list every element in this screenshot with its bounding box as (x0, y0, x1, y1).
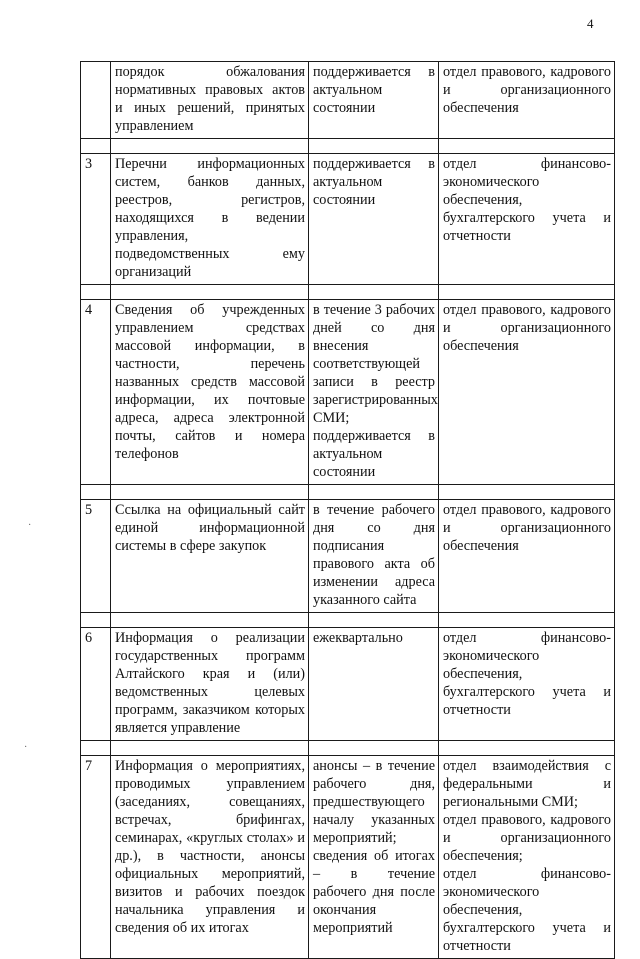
row-gap (81, 139, 615, 154)
row-gap (81, 285, 615, 300)
department-entry: отдел взаимодействия с федеральными и региональными СМИ; (443, 758, 611, 810)
info-description: Информация о реализации государственных программ Алтайского края и (или) ведомственных целевых программ, заказчиком которых является управление (111, 628, 309, 741)
placement-period: поддерживается в актуальном состоянии (309, 154, 439, 285)
table-row (81, 300, 615, 485)
table-row (81, 756, 615, 959)
row-number (81, 62, 111, 139)
info-description: Перечни информационных систем, банков данных, реестров, регистров, находящихся в ведении управления, подведомственных ему организаций (111, 154, 309, 285)
row-gap (81, 613, 615, 628)
placement-period: ежеквартально (309, 628, 439, 741)
department-entry: отдел правового, кадрового и организационного обеспечения; (443, 812, 611, 864)
info-description: Сведения об учрежденных управлением средствах массовой информации, в частности, перечень названных средств массовой информации, их почтовые адреса, адреса электронной почты, сайтов и номера телефонов (111, 300, 309, 485)
info-description: Ссылка на официальный сайт единой информационной системы в сфере закупок (111, 500, 309, 613)
department-entry: отдел правового, кадрового и организационного обеспечения (443, 302, 611, 354)
scan-speck: · (28, 520, 32, 531)
placement-period: в течение 3 рабочих дней со дня внесения соответствующей записи в реестр зарегистрированных СМИ; поддерживается в актуальном состоянии (309, 300, 439, 485)
info-description: Информация о мероприятиях, проводимых управлением (заседаниях, совещаниях, встречах, брифингах, семинарах, «круглых столах» и др.), в частности, анонсы официальных мероприятий, визитов и рабочих поездок начальника управления и сведения об их итогах (111, 756, 309, 959)
department-entry: отдел финансово-экономического обеспечения, бухгалтерского учета и отчетности (443, 630, 611, 718)
department-entry: отдел правового, кадрового и организационного обеспечения (443, 64, 611, 116)
responsible-department (439, 300, 615, 485)
info-description: порядок обжалования нормативных правовых актов и иных решений, принятых управлением (111, 62, 309, 139)
row-number: 6 (81, 628, 111, 741)
responsible-department (439, 756, 615, 959)
table-row (81, 628, 615, 741)
row-number: 5 (81, 500, 111, 613)
scan-speck: · (24, 742, 28, 753)
department-entry: отдел финансово-экономического обеспечения, бухгалтерского учета и отчетности (443, 866, 611, 954)
row-number: 4 (81, 300, 111, 485)
department-entry: отдел финансово-экономического обеспечения, бухгалтерского учета и отчетности (443, 156, 611, 244)
responsible-department (439, 62, 615, 139)
responsible-department (439, 154, 615, 285)
responsible-department (439, 500, 615, 613)
page-number: 4 (587, 16, 594, 31)
placement-period: поддерживается в актуальном состоянии (309, 62, 439, 139)
table-row (81, 500, 615, 613)
responsible-department (439, 628, 615, 741)
information-table (80, 61, 615, 959)
placement-period: анонсы – в течение рабочего дня, предшествующего началу указанных мероприятий; сведения об итогах – в течение рабочего дня после окончания мероприятий (309, 756, 439, 959)
table-row (81, 62, 615, 139)
row-number: 7 (81, 756, 111, 959)
row-gap (81, 741, 615, 756)
placement-period: в течение рабочего дня со дня подписания правового акта об изменении адреса указанного сайта (309, 500, 439, 613)
row-gap (81, 485, 615, 500)
department-entry: отдел правового, кадрового и организационного обеспечения (443, 502, 611, 554)
table-row (81, 154, 615, 285)
row-number: 3 (81, 154, 111, 285)
